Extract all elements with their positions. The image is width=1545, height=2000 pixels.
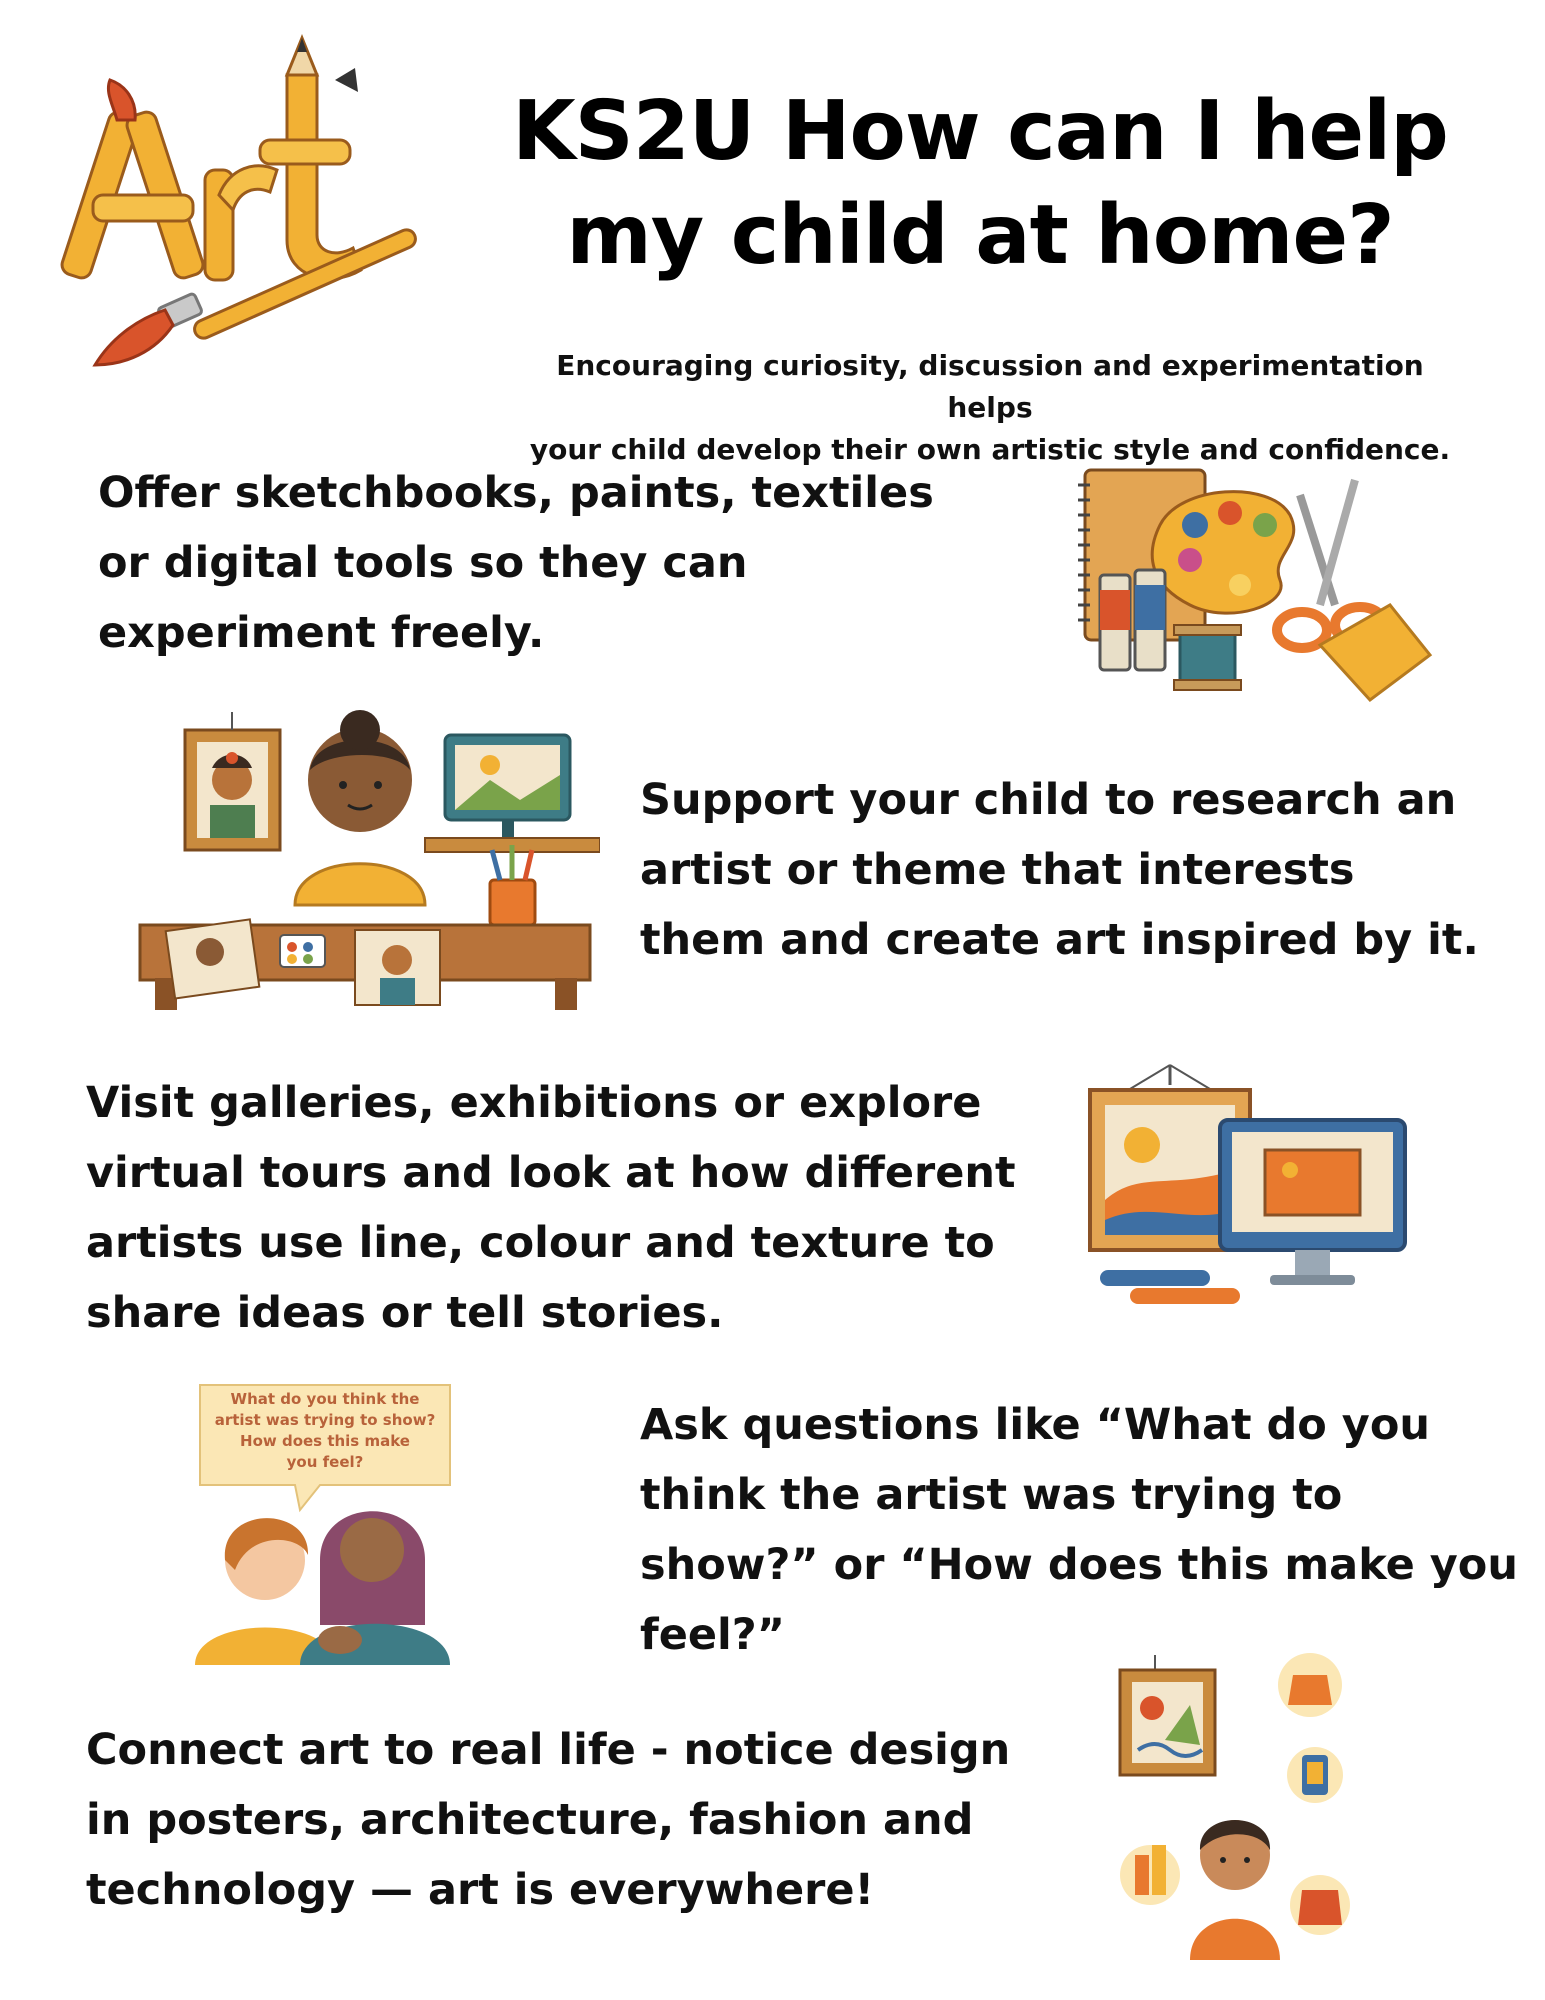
tip-4-text [640,1390,1530,1670]
tip-line: Connect art to real life - notice design [86,1725,1011,1775]
child-drawing-at-desk-icon [130,710,600,1020]
tip-line: Support your child to research an [640,775,1457,825]
tip-line: Offer sketchbooks, paints, textiles [98,468,934,518]
tip-line: or digital tools so they can [98,538,748,588]
speech-bubble [205,1389,445,1473]
tip-text [98,458,978,668]
child-thinking-about-design-icon [1110,1650,1360,1960]
tip-text [86,1715,1046,1925]
tip-line: artists use line, colour and texture to [86,1218,995,1268]
speech-bubble-line: How does this make [240,1432,410,1450]
speech-bubble-line: artist was trying to show? [214,1411,436,1429]
art-logo [55,20,455,380]
tip-text [640,1390,1530,1670]
tip-line: technology — art is everywhere! [86,1865,875,1915]
tip-line: Visit galleries, exhibitions or explore [86,1078,982,1128]
tip-line: artist or theme that interests [640,845,1355,895]
art-logo-icon [55,20,455,380]
tip-text [86,1068,1036,1348]
tip-line: feel?” [640,1610,785,1660]
tip-line: think the artist was trying to [640,1470,1343,1520]
page-subtitle [520,345,1460,471]
speech-bubble-line: What do you think the [230,1390,420,1408]
title-line: KS2U How can I help [512,84,1448,179]
art-supplies-icon [1070,455,1440,705]
tip-line: them and create art inspired by it. [640,915,1479,965]
tip-line: Ask questions like “What do you [640,1400,1430,1450]
subtitle-line: your child develop their own artistic style and confidence. [529,433,1451,466]
tip-line: in posters, architecture, fashion and [86,1795,974,1845]
tip-2-text [640,765,1520,975]
tip-3-text [86,1068,1036,1348]
tip-5-text [86,1715,1046,1925]
framed-painting-and-monitor-icon [1080,1060,1420,1310]
tip-line: share ideas or tell stories. [86,1288,724,1338]
title-line: my child at home? [566,188,1394,283]
tip-1-text [98,458,978,668]
page-title [500,80,1460,288]
speech-bubble-line: you feel? [286,1453,364,1471]
tip-line: virtual tours and look at how different [86,1148,1016,1198]
tip-text [640,765,1520,975]
parent-child-conversation-icon [190,1375,460,1665]
tip-line: show?” or “How does this make you [640,1540,1518,1590]
tip-line: experiment freely. [98,608,545,658]
subtitle-line: Encouraging curiosity, discussion and experimentation helps [556,349,1424,424]
